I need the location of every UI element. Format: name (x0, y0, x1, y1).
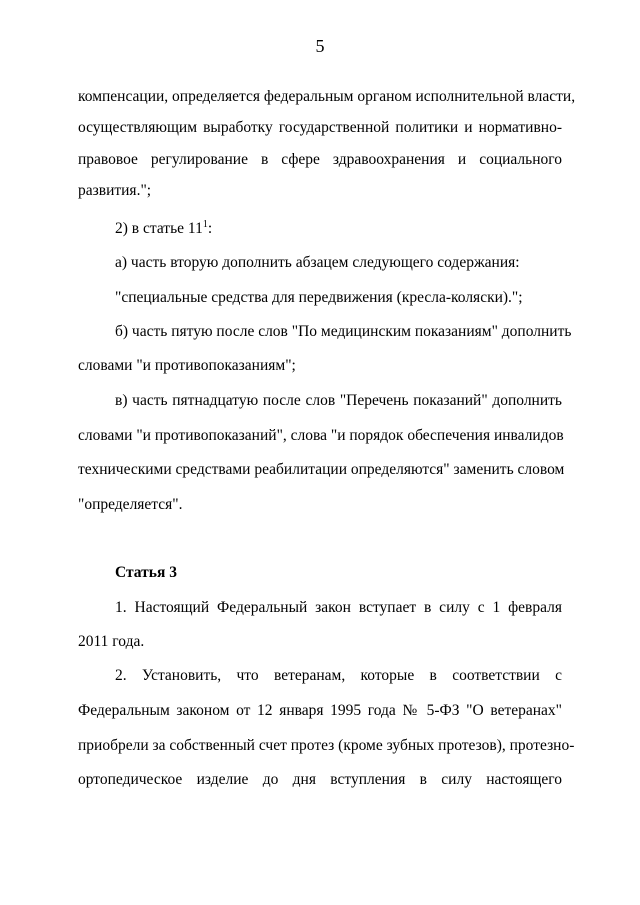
paragraph-line: компенсации, определяется федеральным органом исполнительной власти, (78, 88, 576, 105)
article-3-point-1-line: 2011 года. (78, 633, 145, 650)
paragraph-line: развития."; (78, 182, 152, 199)
item-2-superscript: 1 (202, 218, 208, 230)
item-a-quote: "специальные средства для передвижения (кресла-коляски)."; (115, 289, 523, 306)
item-2-text: 2) в статье 11 (115, 220, 203, 237)
item-v-line: "определяется". (78, 496, 183, 513)
item-b-line: б) часть пятую после слов "По медицинским показаниям" дополнить (115, 323, 572, 340)
article-3-point-2-line: 2. Установить, что ветеранам, которые в соответствии с (115, 667, 562, 684)
paragraph-line: осуществляющим выработку государственной политики и нормативно- (78, 119, 562, 136)
article-3-point-2-line: ортопедическое изделие до дня вступления в силу настоящего (78, 771, 562, 788)
item-v-line: техническими средствами реабилитации определяются" заменить словом (78, 461, 565, 478)
page-number: 5 (315, 36, 325, 56)
article-3-point-2-line: приобрели за собственный счет протез (кроме зубных протезов), протезно- (78, 737, 575, 754)
item-b-line: словами "и противопоказаниям"; (78, 357, 296, 374)
item-v-line: в) часть пятнадцатую после слов "Перечень показаний" дополнить (115, 392, 562, 409)
item-2-line (115, 220, 562, 238)
article-3-point-2-line: Федеральным законом от 12 января 1995 года № 5-ФЗ "О ветеранах" (78, 702, 562, 719)
item-a-line: а) часть вторую дополнить абзацем следующего содержания: (115, 254, 520, 271)
item-v-line: словами "и противопоказаний", слова "и порядок обеспечения инвалидов (78, 427, 564, 444)
article-3-heading: Статья 3 (115, 564, 177, 581)
item-2-suffix: : (207, 220, 213, 237)
paragraph-line: правовое регулирование в сфере здравоохранения и социального (78, 151, 562, 168)
article-3-point-1-line: 1. Настоящий Федеральный закон вступает в силу с 1 февраля (115, 599, 562, 616)
